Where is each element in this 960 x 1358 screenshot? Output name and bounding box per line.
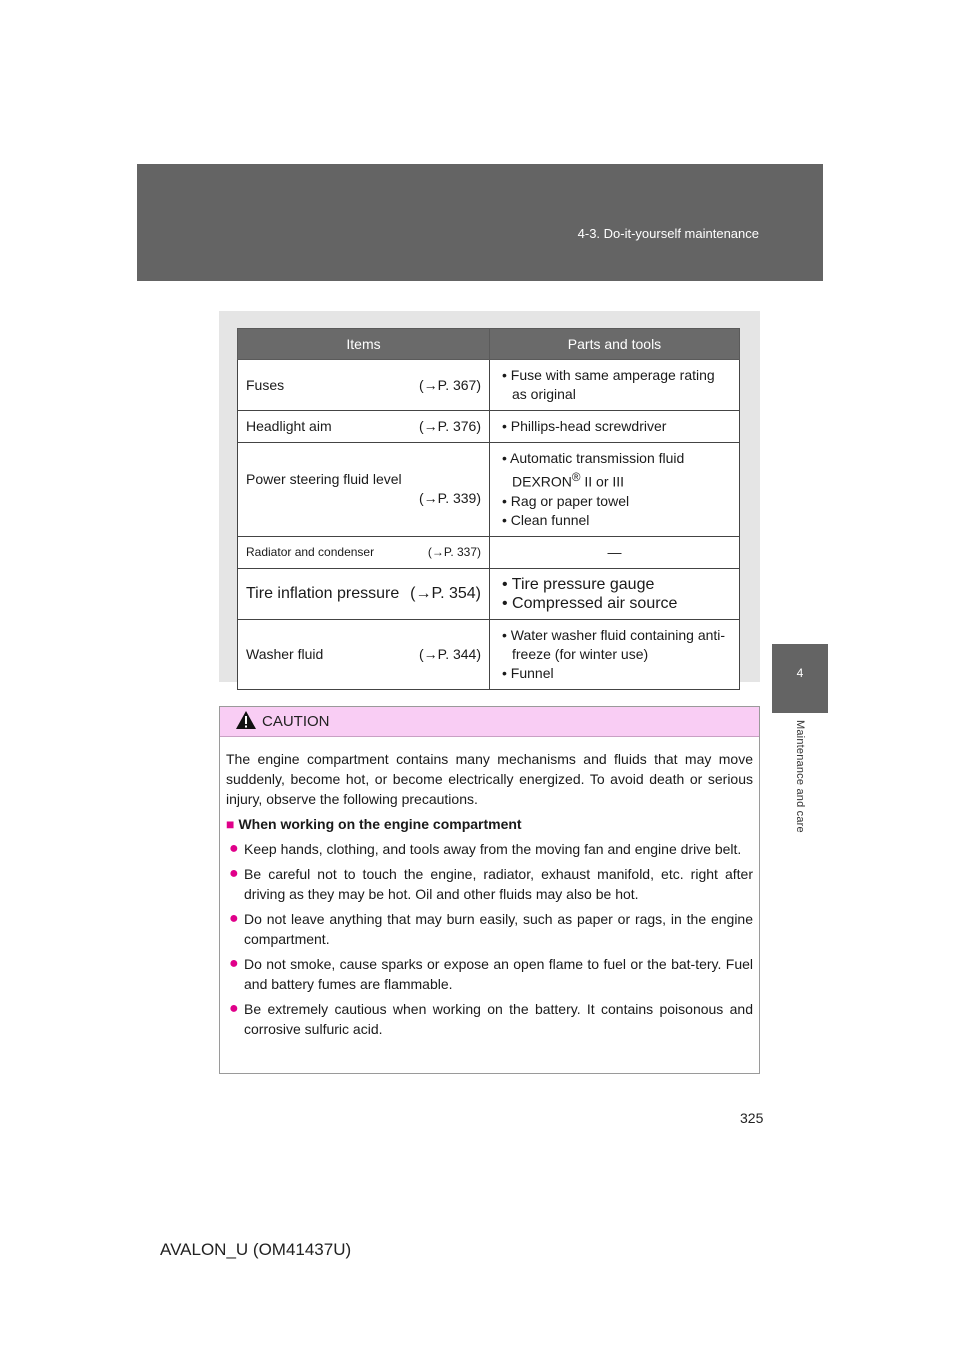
page-ref-link[interactable]: (→P. 337) — [427, 544, 481, 559]
circle-bullet-icon: ● — [229, 955, 239, 972]
item-cell — [238, 619, 490, 689]
page-ref-link[interactable]: (→P. 376) — [419, 418, 481, 434]
registered-mark: ® — [571, 471, 581, 484]
caution-bullet: ● Be careful not to touch the engine, radiator, exhaust manifold, etc. right after driving as they may be hot. Oil and other fluids may also be hot. — [226, 864, 753, 904]
item-name: Headlight aim — [246, 418, 332, 434]
square-bullet-icon: ■ — [226, 816, 235, 832]
tool-item: • Compressed air source — [498, 594, 731, 613]
tools-cell — [490, 568, 740, 619]
caution-intro: The engine compartment contains many mechanisms and fluids that may move suddenly, become hot, or become electrically energized. To avoid death or serious injury, observe the following precautions. — [226, 751, 753, 807]
page-number: 325 — [740, 1110, 764, 1126]
item-cell — [238, 360, 490, 411]
tools-cell — [490, 619, 740, 689]
tools-cell — [490, 536, 740, 568]
tool-item: • Phillips-head screwdriver — [498, 417, 731, 436]
item-name: Tire inflation pressure — [246, 585, 400, 603]
caution-box — [219, 706, 760, 1074]
tool-item: • Tire pressure gauge — [498, 575, 731, 594]
table-row — [238, 619, 740, 689]
tools-cell — [490, 443, 740, 537]
tools-cell — [490, 411, 740, 443]
parts-table — [237, 328, 740, 690]
caution-subheading: ■ When working on the engine compartment — [226, 816, 522, 832]
item-cell — [238, 536, 490, 568]
item-cell — [238, 443, 490, 537]
circle-bullet-icon: ● — [229, 865, 239, 882]
item-name: Power steering fluid level — [246, 471, 402, 488]
warning-triangle-icon — [235, 710, 257, 735]
tools-cell — [490, 360, 740, 411]
circle-bullet-icon: ● — [229, 840, 239, 857]
tool-item: • Fuse with same amperage rating as original — [498, 366, 731, 404]
tool-item: • Clean funnel — [498, 511, 731, 530]
section-title: 4-3. Do-it-yourself maintenance — [577, 226, 759, 241]
column-header-parts: Parts and tools — [490, 329, 740, 360]
chapter-tab — [772, 644, 828, 713]
tool-item: • Funnel — [498, 664, 731, 683]
header-band — [137, 164, 823, 281]
tool-item: • Rag or paper towel — [498, 492, 731, 511]
no-tools-dash: — — [607, 543, 622, 560]
table-row — [238, 411, 740, 443]
table-row — [238, 443, 740, 537]
table-row — [238, 360, 740, 411]
page-ref-link[interactable]: (→P. 344) — [419, 645, 481, 662]
item-name: Washer fluid — [246, 645, 324, 662]
caution-body — [220, 737, 759, 1039]
item-name: Radiator and condenser — [246, 544, 375, 559]
page-ref-link[interactable]: (→P. 354) — [410, 585, 481, 603]
caution-bullet: ● Do not leave anything that may burn easily, such as paper or rags, in the engine compartment. — [226, 909, 753, 949]
table-header-row — [238, 329, 740, 360]
caution-bullet: ● Do not smoke, cause sparks or expose an open flame to fuel or the bat-tery. Fuel and battery fumes are flammable. — [226, 954, 753, 994]
item-cell — [238, 411, 490, 443]
page-ref-link[interactable]: (→P. 339) — [419, 490, 481, 507]
page-ref-link[interactable]: (→P. 367) — [419, 376, 481, 393]
parts-table-panel — [219, 311, 760, 682]
tool-item: • Water washer fluid containing anti-freeze (for winter use) — [498, 626, 731, 664]
caution-header — [220, 707, 759, 737]
circle-bullet-icon: ● — [229, 1000, 239, 1017]
caution-bullet: ● Keep hands, clothing, and tools away from the moving fan and engine drive belt. — [226, 839, 753, 859]
chapter-label: Maintenance and care — [794, 720, 806, 833]
table-row — [238, 568, 740, 619]
caution-title: CAUTION — [262, 713, 330, 730]
table-row — [238, 536, 740, 568]
footer-code: AVALON_U (OM41437U) — [160, 1240, 352, 1259]
caution-bullet: ● Be extremely cautious when working on the battery. It contains poisonous and corrosive sulfuric acid. — [226, 999, 753, 1039]
tool-item: • Automatic transmission fluid DEXRON® II or III — [498, 449, 731, 492]
item-cell — [238, 568, 490, 619]
chapter-number: 4 — [796, 666, 804, 680]
item-name: Fuses — [246, 376, 285, 393]
column-header-items: Items — [238, 329, 490, 360]
circle-bullet-icon: ● — [229, 910, 239, 927]
